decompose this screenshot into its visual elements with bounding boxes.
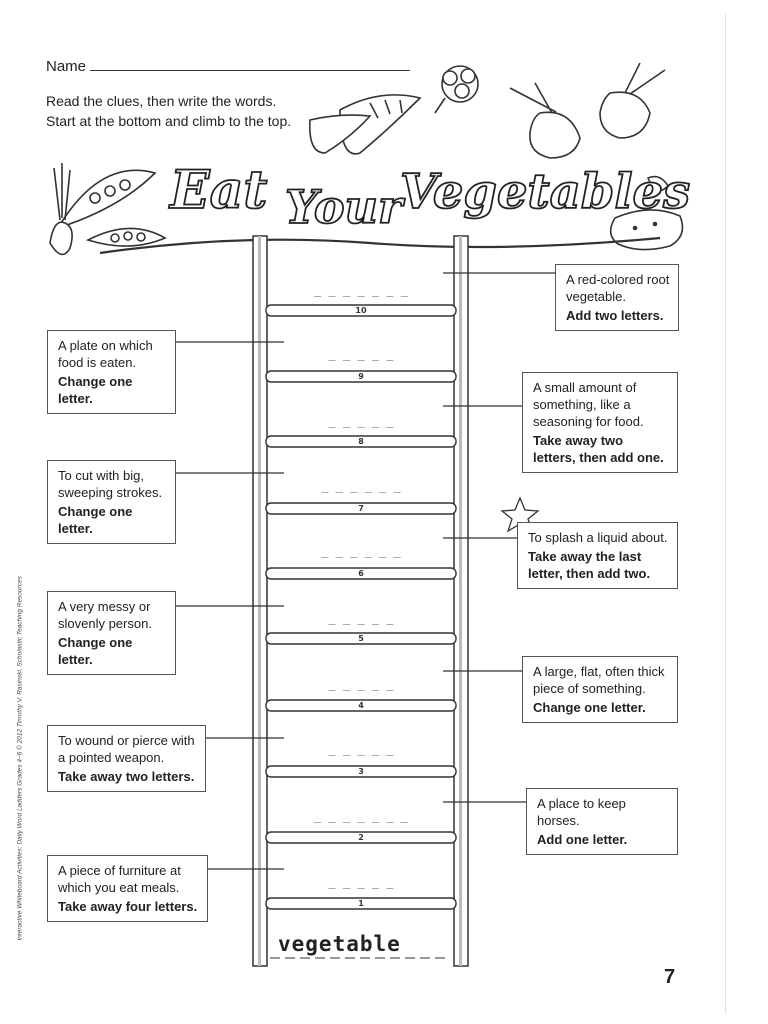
title-word-vegetables: Vegetables — [400, 164, 691, 220]
clue-box-7 — [47, 460, 176, 544]
answer-blank-5[interactable]: _ _ _ _ _ — [328, 611, 394, 625]
answer-blank-2[interactable]: _ _ _ _ _ _ _ — [314, 809, 408, 823]
clue-8-instruction: Take away two letters, then add one. — [533, 433, 664, 465]
name-label: Name — [46, 58, 87, 75]
clue-box-5 — [47, 591, 176, 675]
instruction-line-2: Start at the bottom and climb to the top. — [46, 113, 292, 129]
ladder-left-rail-shade — [258, 236, 261, 966]
clue-box-2 — [526, 788, 678, 855]
clue-9-text: A plate on which food is eaten. — [58, 338, 153, 370]
instruction-line-1: Read the clues, then write the words. — [46, 93, 277, 109]
clue-8-text: A small amount of something, like a seasoning for food. — [533, 380, 644, 429]
clue-9-instruction: Change one letter. — [58, 374, 133, 406]
clue-6-instruction: Take away the last letter, then add two. — [528, 549, 651, 581]
clue-3-instruction: Take away two letters. — [58, 769, 195, 784]
page-number: 7 — [664, 966, 676, 988]
clue-2-text: A place to keep horses. — [537, 796, 626, 828]
answer-blank-3[interactable]: _ _ _ _ _ — [328, 742, 394, 756]
answer-blank-9[interactable]: _ _ _ _ _ — [328, 347, 394, 361]
clue-10-text: A red-colored root vegetable. — [566, 272, 670, 304]
rung-number-7: 7 — [358, 504, 364, 513]
title-word-eat: Eat — [170, 160, 268, 221]
rung-number-10: 10 — [355, 306, 367, 315]
rung-number-8: 8 — [358, 437, 364, 446]
clue-box-4 — [522, 656, 678, 723]
clue-box-8 — [522, 372, 678, 473]
clue-5-text: A very messy or slovenly person. — [58, 599, 152, 631]
clue-box-10 — [555, 264, 679, 331]
clue-1-instruction: Take away four letters. — [58, 899, 198, 914]
title-word-your: Your — [285, 180, 403, 234]
clue-5-instruction: Change one letter. — [58, 635, 133, 667]
clue-box-1 — [47, 855, 208, 922]
clue-4-instruction: Change one letter. — [533, 700, 646, 715]
clue-4-text: A large, flat, often thick piece of something. — [533, 664, 665, 696]
clue-3-text: To wound or pierce with a pointed weapon. — [58, 733, 195, 765]
answer-blank-10[interactable]: _ _ _ _ _ _ _ — [314, 283, 408, 297]
rung-number-6: 6 — [358, 569, 364, 578]
clue-7-text: To cut with big, sweeping strokes. — [58, 468, 163, 500]
rung-number-9: 9 — [358, 372, 364, 381]
rung-number-4: 4 — [358, 701, 364, 710]
ladder-right-rail-shade — [459, 236, 462, 966]
clue-2-instruction: Add one letter. — [537, 832, 628, 847]
rung-number-1: 1 — [358, 899, 364, 908]
rung-number-2: 2 — [358, 833, 364, 842]
rung-number-5: 5 — [358, 634, 364, 643]
copyright-credit: Interactive Whiteboard Activities: Daily Word Ladders Grades 4–6 © 2012 Timothy V. Rasinski, Scholastic Teaching Resources — [16, 576, 24, 941]
clue-6-text: To splash a liquid about. — [528, 530, 668, 545]
clue-7-instruction: Change one letter. — [58, 504, 133, 536]
answer-blank-7[interactable]: _ _ _ _ _ _ — [321, 479, 401, 493]
rungs — [266, 283, 456, 909]
start-word: vegetable — [278, 932, 401, 956]
answer-blank-4[interactable]: _ _ _ _ _ — [328, 677, 394, 691]
clue-1-text: A piece of furniture at which you eat meals. — [58, 863, 181, 895]
answer-blank-1[interactable]: _ _ _ _ _ — [328, 875, 394, 889]
answer-blank-6[interactable]: _ _ _ _ _ _ — [321, 544, 401, 558]
clue-box-3 — [47, 725, 206, 792]
clue-box-9 — [47, 330, 176, 414]
clue-10-instruction: Add two letters. — [566, 308, 664, 323]
rung-number-3: 3 — [358, 767, 364, 776]
answer-blank-8[interactable]: _ _ _ _ _ — [328, 414, 394, 428]
clue-box-6 — [517, 522, 678, 589]
